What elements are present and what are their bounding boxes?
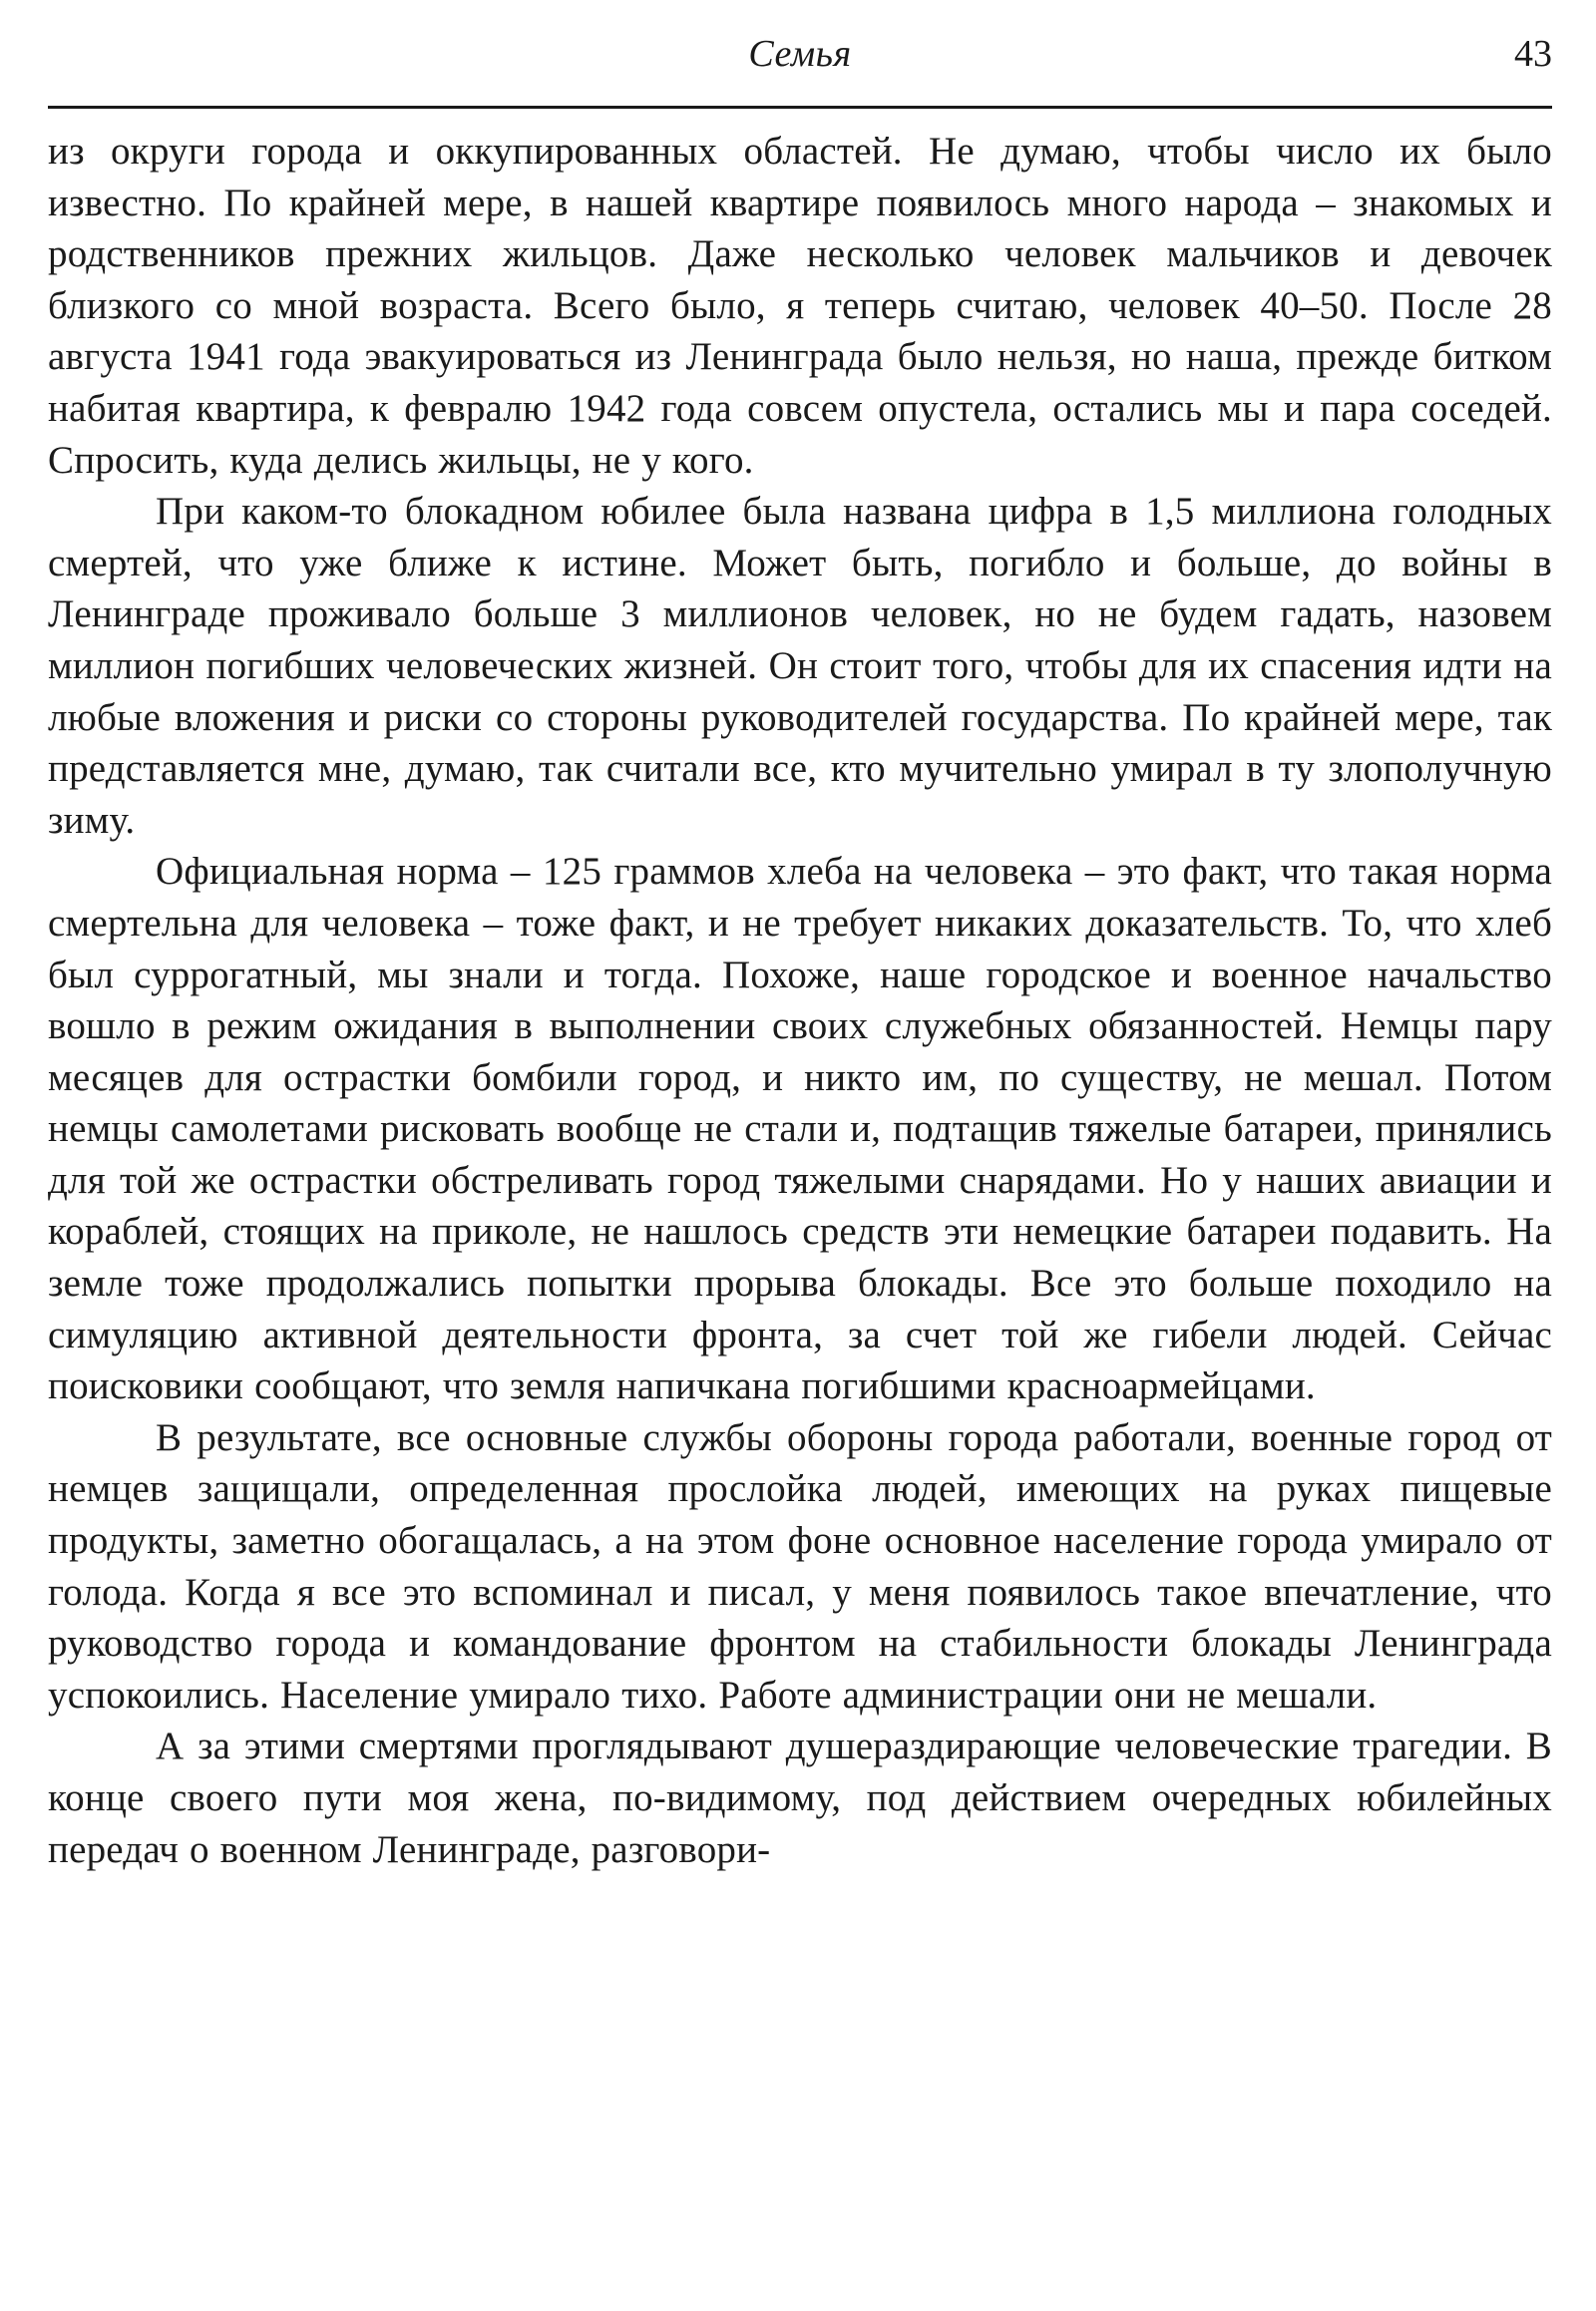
paragraph-2: При каком-то блокадном юбилее была названа цифра в 1,5 миллиона голодных смертей, что уже ближе к истине. Может быть, погибло и больше, до войны в Ленинграде проживало больше 3 миллионов человек, но не будем гадать, назовем миллион погибших человеческих жизней. Он стоит того, чтобы для их спасения идти на любые вложения и риски со стороны руководителей государства. По крайней мере, так представляется мне, думаю, так считали все, кто мучительно умирал в ту злополучную зиму. xyxy=(48,490,1552,842)
body-text xyxy=(48,126,1552,1875)
paragraph-5: А за этими смертями проглядывают душераздирающие человеческие трагедии. В конце своего пути моя жена, по-видимому, под действием очередных юбилейных передач о военном Ленинграде, разговори- xyxy=(48,1725,1552,1871)
book-page xyxy=(48,0,1552,2311)
paragraph-4: В результате, все основные службы обороны города работали, военные город от немцев защищали, определенная прослойка людей, имеющих на руках пищевые продукты, заметно обогащалась, а на этом фоне основное население города умирало от голода. Когда я все это вспоминал и писал, у меня появилось такое впечатление, что руководство города и командование фронтом на стабильности блокады Ленинграда успокоились. Население умирало тихо. Работе администрации они не мешали. xyxy=(48,1415,1552,1717)
page-number: 43 xyxy=(1514,33,1552,75)
running-title: Семья xyxy=(748,33,852,75)
running-header xyxy=(48,26,1552,80)
paragraph-3: Официальная норма – 125 граммов хлеба на человека – это факт, что такая норма смертельна для человека – тоже факт, и не требует никаких доказательств. То, что хлеб был суррогатный, мы знали и тогда. Похоже, наше городское и военное начальство вошло в режим ожидания в выполнении своих служебных обязанностей. Немцы пару месяцев для острастки бомбили город, и никто им, по существу, не мешал. Потом немцы самолетами рисковать вообще не стали и, подтащив тяжелые батареи, принялись для той же острастки обстреливать город тяжелыми снарядами. Но у наших авиации и кораблей, стоящих на приколе, не нашлось средств эти немецкие батареи подавить. На земле тоже продолжались попытки прорыва блокады. Все это больше походило на симуляцию активной деятельности фронта, за счет той же гибели людей. Сейчас поисковики сообщают, что земля напичкана погибшими красноармейцами. xyxy=(48,850,1552,1408)
header-rule xyxy=(48,106,1552,109)
paragraph-1: из округи города и оккупированных областей. Не думаю, чтобы число их было известно. По крайней мере, в нашей квартире появилось много народа – знакомых и родственников прежних жильцов. Даже несколько человек мальчиков и девочек близкого со мной возраста. Всего было, я теперь считаю, человек 40–50. После 28 августа 1941 года эвакуироваться из Ленинграда было нельзя, но наша, прежде битком набитая квартира, к февралю 1942 года совсем опустела, остались мы и пара соседей. Спросить, куда делись жильцы, не у кого. xyxy=(48,130,1552,482)
